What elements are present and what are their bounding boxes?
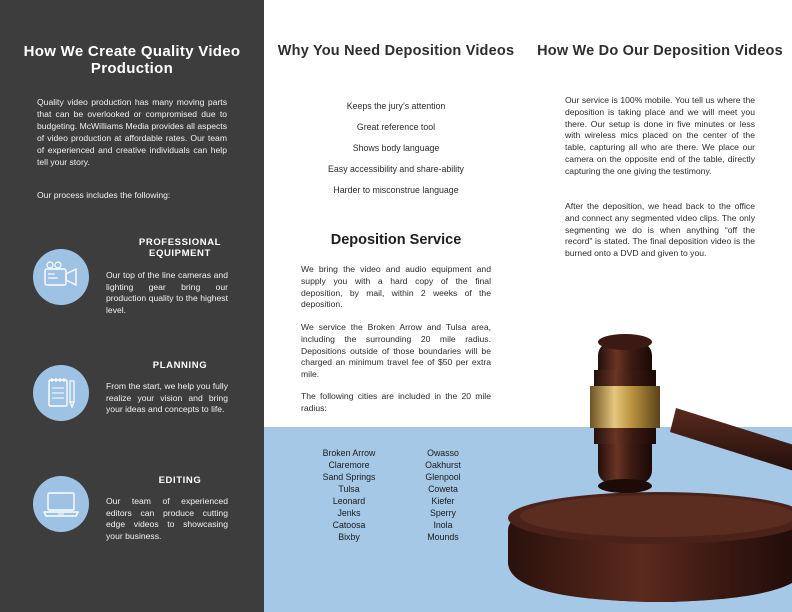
list-item: Coweta bbox=[428, 484, 458, 494]
service-paragraph: We service the Broken Arrow and Tulsa area, including the surrounding 20 mile radius. Depositions outside of those boundaries will be charged an minimum travel fee of $50 per extra mile. bbox=[301, 322, 491, 380]
video-camera-icon bbox=[33, 249, 89, 305]
list-item: Sand Springs bbox=[322, 472, 376, 482]
list-item: Oakhurst bbox=[425, 460, 461, 470]
cities-list-left bbox=[304, 447, 394, 543]
list-item: Mounds bbox=[427, 532, 459, 542]
service-paragraph: The following cities are included in the 20 mile radius: bbox=[301, 391, 491, 413]
why-title: Why You Need Deposition Videos bbox=[277, 43, 515, 59]
laptop-icon bbox=[33, 476, 89, 532]
list-item: Shows body language bbox=[352, 143, 440, 153]
feature-text-editing: Our team of experienced editors can produce cutting edge videos to showcasing your business. bbox=[106, 496, 228, 541]
list-item: Easy accessibility and share-ability bbox=[328, 164, 464, 174]
feature-title-planning: PLANNING bbox=[152, 360, 208, 371]
list-item: Kiefer bbox=[431, 496, 455, 506]
list-item: Great reference tool bbox=[356, 122, 436, 132]
benefits-list bbox=[264, 96, 528, 201]
how-paragraph: After the deposition, we head back to the office and connect any segmented video clips. The only segmenting we do is when anything “off the record” is stated. The final deposition video is the burned onto a DVD and given to you. bbox=[565, 201, 755, 259]
feature-title-equipment: PROFESSIONAL EQUIPMENT bbox=[138, 237, 222, 259]
list-item: Tulsa bbox=[338, 484, 360, 494]
list-item: Keeps the jury’s attention bbox=[346, 101, 446, 111]
service-title: Deposition Service bbox=[330, 232, 462, 248]
list-item: Bixby bbox=[338, 532, 360, 542]
left-panel bbox=[0, 0, 264, 612]
left-panel-intro: Quality video production has many moving parts that can be overlooked or compromised due to budgeting. McWilliams Media provides all aspects of video production at affordable rates. Our team of experienced and creative individuals can help tell your story. bbox=[37, 97, 227, 167]
feature-title-editing: EDITING bbox=[158, 475, 202, 486]
feature-text-equipment: Our top of the line cameras and lighting gear bring our production quality to the highest level. bbox=[106, 270, 228, 315]
list-item: Claremore bbox=[328, 460, 370, 470]
how-paragraph: Our service is 100% mobile. You tell us where the deposition is taking place and we will meet you there. Our setup is done in five minutes or less with wireless mics placed on the center of the table, capturing all who are there. We place our camera on the opposite end of the table, directly capturing the one giving the testimony. bbox=[565, 95, 755, 176]
list-item: Owasso bbox=[427, 448, 459, 458]
list-item: Sperry bbox=[430, 508, 456, 518]
service-paragraph: We bring the video and audio equipment and supply you with a hard copy of the final deposition, by mail, within 2 weeks of the deposition. bbox=[301, 264, 491, 310]
notepad-pencil-icon bbox=[33, 365, 89, 421]
list-item: Jenks bbox=[337, 508, 361, 518]
left-panel-title: How We Create Quality Video Production bbox=[23, 43, 241, 77]
gavel-image bbox=[490, 300, 792, 612]
how-title: How We Do Our Deposition Videos bbox=[537, 43, 783, 59]
process-intro: Our process includes the following: bbox=[37, 190, 171, 200]
feature-text-planning: From the start, we help you fully realize your vision and bring your ideas and concepts to life. bbox=[106, 381, 228, 415]
cities-list-right bbox=[398, 447, 488, 543]
list-item: Glenpool bbox=[425, 472, 461, 482]
list-item: Inola bbox=[433, 520, 453, 530]
list-item: Leonard bbox=[332, 496, 366, 506]
list-item: Harder to misconstrue language bbox=[333, 185, 459, 195]
list-item: Catoosa bbox=[332, 520, 366, 530]
list-item: Broken Arrow bbox=[322, 448, 376, 458]
